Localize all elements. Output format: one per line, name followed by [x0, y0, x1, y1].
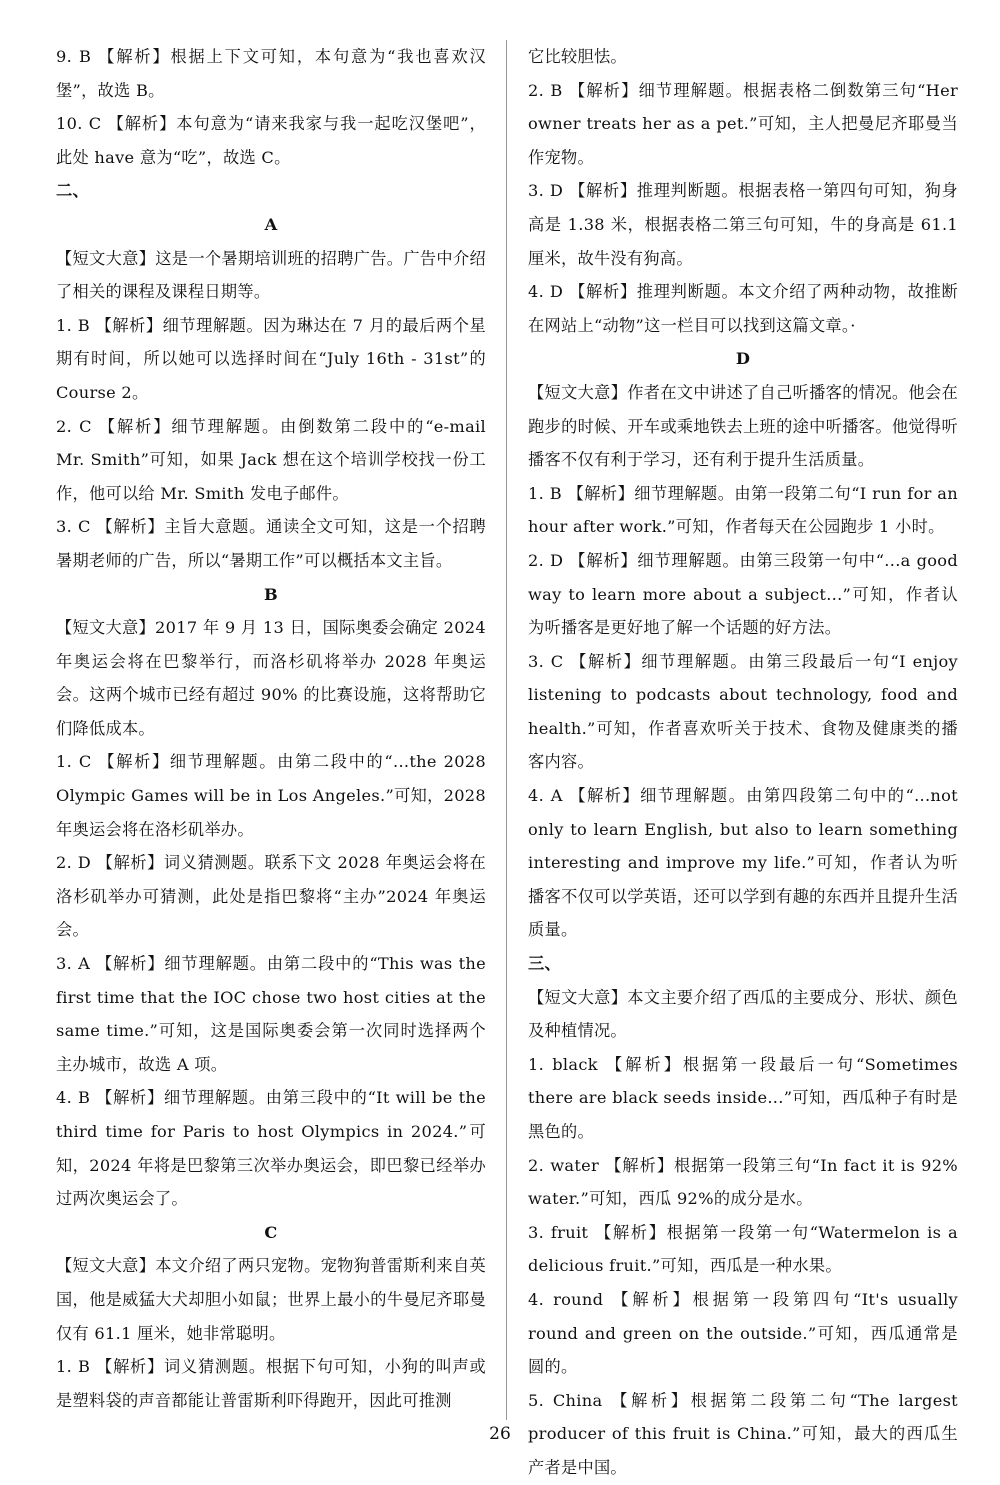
summary: 【短文大意】本文主要介绍了西瓜的主要成分、形状、颜色及种植情况。 [528, 987, 958, 1041]
paragraph: 2. D 【解析】细节理解题。由第三段第一句中“...a good way to learn more about a subject...”可知，作者认为听播客是更好地了解一个话题的好方法。 [528, 550, 958, 638]
paragraph: 2. D 【解析】词义猜测题。联系下文 2028 年奥运会将在洛杉矶举办可猜测，此处是指巴黎将“主办”2024 年奥运会。 [56, 853, 486, 940]
paragraph: 它比较胆怯。 [528, 47, 627, 66]
paragraph: 1. C 【解析】细节理解题。由第二段中的“...the 2028 Olympic Games will be in Los Angeles.”可知，2028 年奥运会将在洛杉矶举办。 [56, 752, 486, 839]
paragraph: 3. D 【解析】推理判断题。根据表格一第四句可知，狗身高是 1.38 米，根据表格二第三句可知，牛的身高是 61.1厘米，故牛没有狗高。 [528, 181, 958, 268]
paragraph: 9. B 【解析】根据上下文可知，本句意为“我也喜欢汉堡”，故选 B。 [56, 47, 486, 100]
paragraph: 3. A 【解析】细节理解题。由第二段中的“This was the first time that the IOC chose two host cities at the same time.”可知，这是国际奥委会第一次同时选择两个主办城市，故选 A 项。 [56, 954, 486, 1074]
passage-heading: C [264, 1222, 278, 1242]
passage-heading: A [264, 214, 278, 234]
paragraph: 1. black 【解析】根据第一段最后一句“Sometimes there are black seeds inside...”可知，西瓜种子有时是黑色的。 [528, 1054, 958, 1141]
right-column [528, 40, 958, 1485]
paragraph: 2. water 【解析】根据第一段第三句“In fact it is 92% water.”可知，西瓜 92%的成分是水。 [528, 1155, 958, 1209]
summary: 【短文大意】2017 年 9 月 13 日，国际奥委会确定 2024 年奥运会将在巴黎举行，而洛杉矶将举办 2028 年奥运会。这两个城市已经有超过 90% 的比赛设施，这将帮助它们降低成本。 [56, 618, 486, 738]
paragraph: 2. B 【解析】细节理解题。根据表格二倒数第三句“Her owner treats her as a pet.”可知，主人把曼尼齐耶曼当作宠物。 [528, 80, 958, 167]
paragraph: 1. B 【解析】细节理解题。由第一段第二句“I run for an hour after work.”可知，作者每天在公园跑步 1 小时。 [528, 483, 958, 537]
passage-heading: B [264, 584, 278, 604]
paragraph: 3. C 【解析】主旨大意题。通读全文可知，这是一个招聘暑期老师的广告，所以“暑期工作”可以概括本文主旨。 [56, 517, 486, 570]
paragraph: 4. B 【解析】细节理解题。由第三段中的“It will be the third time for Paris to host Olympics in 2024.”可知，2024 年将是巴黎第三次举办奥运会，即巴黎已经举办过两次奥运会了。 [56, 1088, 486, 1209]
summary: 【短文大意】本文介绍了两只宠物。宠物狗普雷斯利来自英国，他是威猛大犬却胆小如鼠；世界上最小的牛曼尼齐耶曼仅有 61.1 厘米，她非常聪明。 [56, 1256, 486, 1343]
paragraph: 5. China 【解析】根据第二段第二句“The largest producer of this fruit is China.”可知，最大的西瓜生产者是中国。 [528, 1390, 958, 1477]
section-heading: 三、 [528, 954, 561, 974]
paragraph: 1. B 【解析】词义猜测题。根据下句可知，小狗的叫声或是塑料袋的声音都能让普雷斯利吓得跑开，因此可推测 [56, 1357, 486, 1410]
paragraph: 4. A 【解析】细节理解题。由第四段第二句中的“...not only to learn English, but also to learn something interesting and improve my life.”可知，作者认为听播客不仅可以学英语，还可以学到有趣的东西并且提升生活质量。 [528, 786, 958, 940]
paragraph: 3. C 【解析】细节理解题。由第三段最后一句“I enjoy listening to podcasts about technology, food and health.”可知，作者喜欢听关于技术、食物及健康类的播客内容。 [528, 651, 958, 772]
paragraph: 2. C 【解析】细节理解题。由倒数第二段中的“e-mail Mr. Smith”可知，如果 Jack 想在这个培训学校找一份工作，他可以给 Mr. Smith 发电子邮件。 [56, 416, 486, 503]
paragraph: 1. B 【解析】细节理解题。因为琳达在 7 月的最后两个星期有时间，所以她可以选择时间在“July 16th - 31st”的 Course 2。 [56, 315, 486, 402]
left-column [56, 40, 486, 1417]
summary: 【短文大意】作者在文中讲述了自己听播客的情况。他会在跑步的时候、开车或乘地铁去上班的途中听播客。他觉得听播客不仅有利于学习，还有利于提升生活质量。 [528, 382, 958, 470]
paragraph: 4. D 【解析】推理判断题。本文介绍了两种动物，故推断在网站上“动物”这一栏目可以找到这篇文章。· [528, 282, 958, 335]
section-heading: 二、 [56, 181, 89, 201]
paragraph: 3. fruit 【解析】根据第一段第一句“Watermelon is a delicious fruit.”可知，西瓜是一种水果。 [528, 1222, 958, 1276]
paragraph: 4. round 【解析】根据第一段第四句“It's usually round and green on the outside.”可知，西瓜通常是圆的。 [528, 1289, 958, 1377]
summary: 【短文大意】这是一个暑期培训班的招聘广告。广告中介绍了相关的课程及课程日期等。 [56, 248, 486, 302]
column-divider [506, 40, 507, 1420]
passage-heading: D [735, 349, 751, 369]
paragraph: 10. C 【解析】本句意为“请来我家与我一起吃汉堡吧”，此处 have 意为“吃”，故选 C。 [56, 114, 486, 167]
page-number: 26 [489, 1424, 511, 1444]
